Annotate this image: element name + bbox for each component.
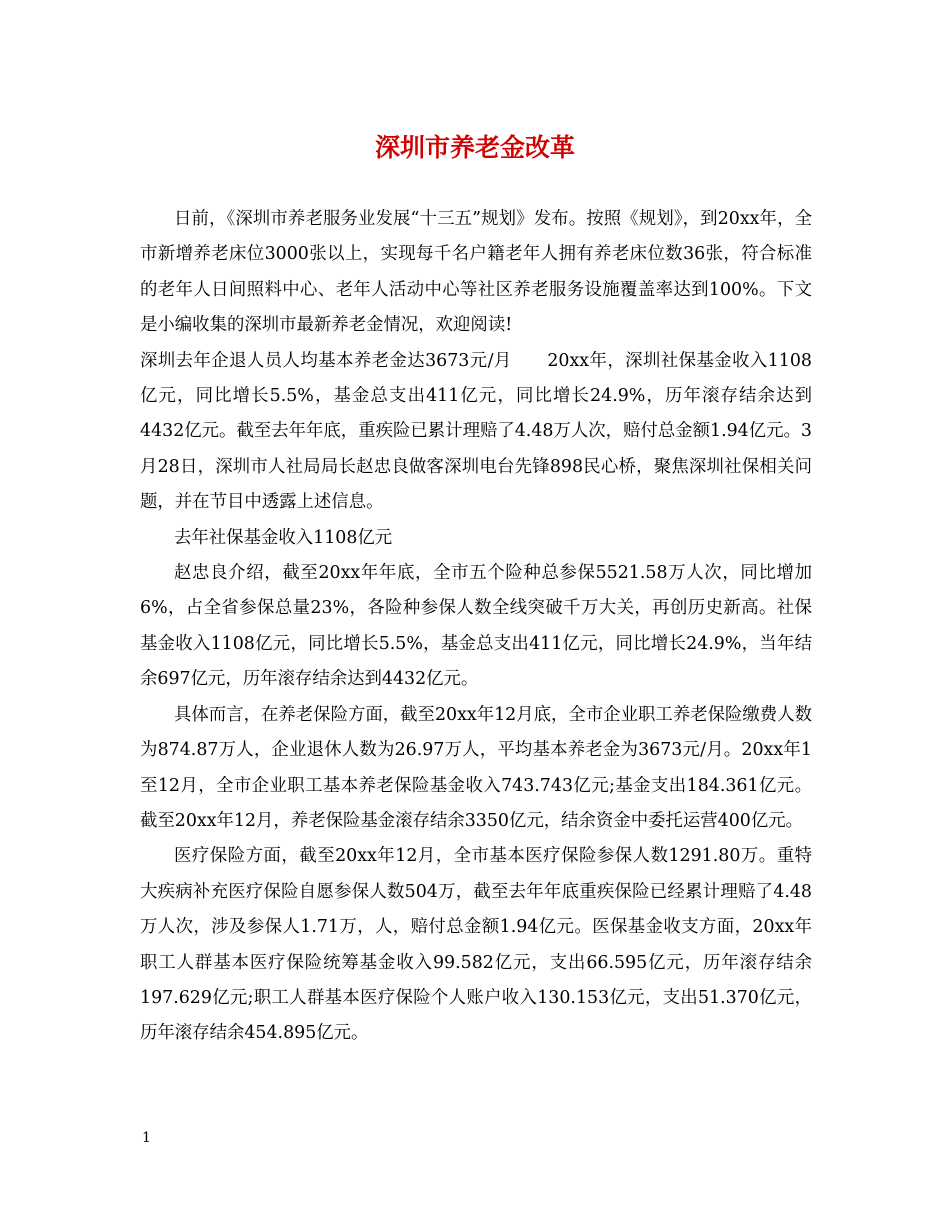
paragraph-insurance-overview: 赵忠良介绍，截至20xx年年底，全市五个险种总参保5521.58万人次，同比增加6%，占全省参保总量23%，各险种参保人数全线突破千万大关，再创历史新高。社保基金收入1108亿元，同比增长5.5%，基金总支出411亿元，同比增长24.9%，当年结余697亿元，历年滚存结余达到4432亿元。 (140, 563, 812, 690)
paragraph-pension-insurance: 具体而言，在养老保险方面，截至20xx年12月底，全市企业职工养老保险缴费人数为874.87万人，企业退休人数为26.97万人，平均基本养老金为3673元/月。20xx年1至12月，全市企业职工基本养老保险基金收入743.743亿元;基金支出184.361亿元。截至20xx年12月，养老保险基金滚存结余3350亿元，结余资金中委托运营400亿元。 (140, 704, 812, 831)
page-number: 1 (142, 1130, 151, 1146)
paragraph-pension-summary: 深圳去年企退人员人均基本养老金达3673元/月 20xx年，深圳社保基金收入1108亿元，同比增长5.5%，基金总支出411亿元，同比增长24.9%，历年滚存结余达到4432亿元。截至去年年底，重疾险已累计理赔了4.48万人次，赔付总金额1.94亿元。3月28日，深圳市人社局局长赵忠良做客深圳电台先锋898民心桥，聚焦深圳社保相关问题，并在节目中透露上述信息。 (140, 350, 812, 513)
section-heading-fund-income: 去年社保基金收入1108亿元 (174, 527, 393, 548)
document-title: 深圳市养老金改革 (374, 133, 575, 162)
paragraph-medical-insurance: 医疗保险方面，截至20xx年12月，全市基本医疗保险参保人数1291.80万。重特大疾病补充医疗保险自愿参保人数504万，截至去年年底重疾保险已经累计理赔了4.48万人次，涉及参保人1.71万，人，赔付总金额1.94亿元。医保基金收支方面，20xx年职工人群基本医疗保险统筹基金收入99.582亿元，支出66.595亿元，历年滚存结余197.629亿元;职工人群基本医疗保险个人账户收入130.153亿元，支出51.370亿元，历年滚存结余454.895亿元。 (140, 846, 812, 1044)
document-body (140, 202, 812, 1052)
paragraph-intro: 日前，《深圳市养老服务业发展“十三五”规划》发布。按照《规划》，到20xx年，全市新增养老床位3000张以上，实现每千名户籍老年人拥有养老床位数36张，符合标准的老年人日间照料中心、老年人活动中心等社区养老服务设施覆盖率达到100%。下文是小编收集的深圳市最新养老金情况，欢迎阅读! (140, 209, 812, 336)
